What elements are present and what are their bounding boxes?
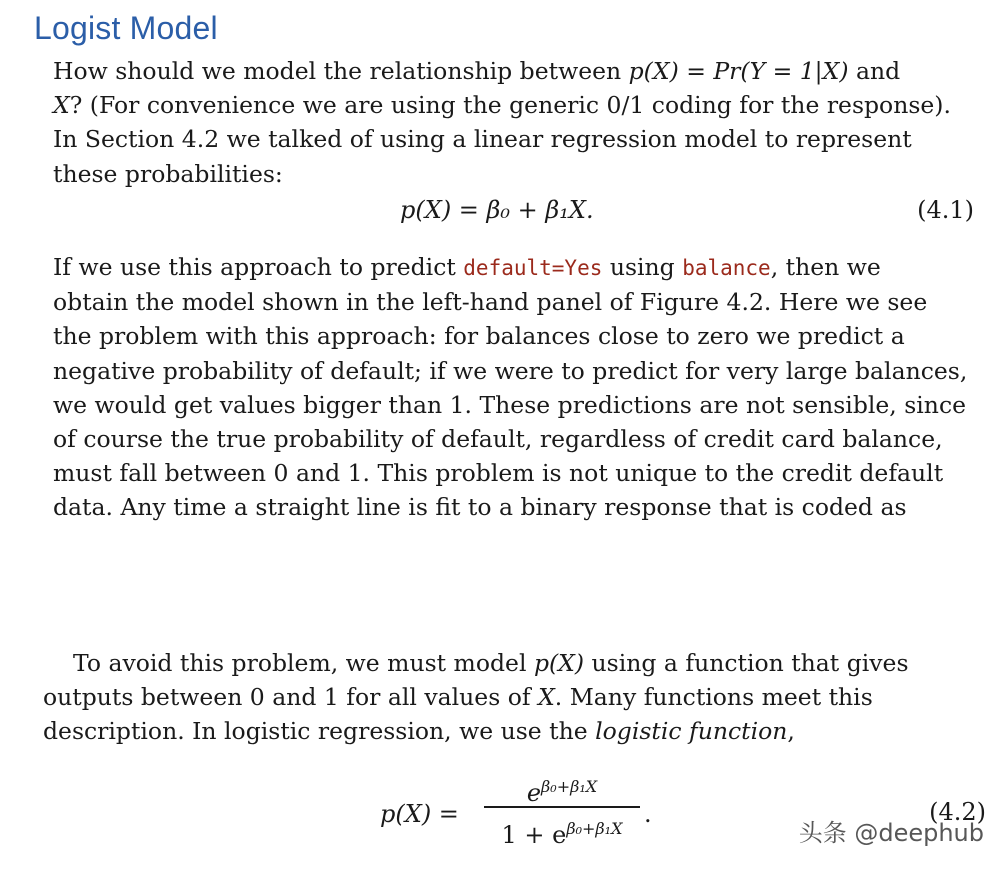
equation-fraction	[484, 770, 640, 849]
paragraph-linear-problem	[53, 250, 977, 525]
text-line: must fall between 0 and 1. This problem is not unique to the credit default	[53, 459, 944, 488]
text-line: of course the true probability of default, regardless of credit card balance,	[53, 425, 943, 454]
emphasis-logistic-function: logistic function	[595, 717, 788, 746]
text-line: To avoid this problem, we must model p(X) using a function that gives	[73, 649, 909, 677]
text-line: the problem with this approach: for balances close to zero we predict a	[53, 322, 905, 351]
fraction-bar	[484, 806, 640, 808]
text-line: X? (For convenience we are using the generic 0/1 coding for the response).	[53, 91, 951, 120]
paragraph-intro	[53, 54, 977, 191]
code-default-yes: default=Yes	[463, 256, 603, 280]
equation-number: (4.1)	[917, 196, 974, 224]
paragraph-logistic	[43, 646, 989, 749]
text-line: these probabilities:	[53, 159, 283, 188]
text-line: description. In logistic regression, we use the logistic function,	[43, 717, 795, 746]
equation-lhs: p(X) =	[380, 800, 459, 828]
text-line: obtain the model shown in the left-hand panel of Figure 4.2. Here we see	[53, 288, 928, 317]
text-line: If we use this approach to predict default=Yes using balance, then we	[53, 253, 881, 281]
equation-4-1	[0, 194, 1006, 234]
equation-number: (4.2)	[929, 798, 986, 826]
equation-expression: p(X) = β₀ + β₁X.	[400, 196, 594, 224]
text-line: negative probability of default; if we were to predict for very large balances,	[53, 356, 968, 385]
text-line: outputs between 0 and 1 for all values of X. Many functions meet this	[43, 683, 873, 712]
code-balance: balance	[682, 256, 771, 280]
equation-period: .	[644, 800, 652, 828]
text-line: How should we model the relationship between p(X) = Pr(Y = 1|X) and	[53, 57, 901, 85]
text-line: data. Any time a straight line is fit to a binary response that is coded as	[53, 493, 907, 522]
watermark: 头条 @deephub	[798, 819, 984, 847]
fraction-denominator: $1 + e^{\beta_0+\beta_1X}$	[501, 819, 623, 849]
text-line: we would get values bigger than 1. These predictions are not sensible, since	[53, 390, 967, 419]
text-line: In Section 4.2 we talked of using a linear regression model to represent	[53, 125, 912, 154]
fraction-numerator: $e^{\beta_0+\beta_1X}$	[526, 777, 598, 807]
page-title: Logist Model	[34, 10, 218, 46]
